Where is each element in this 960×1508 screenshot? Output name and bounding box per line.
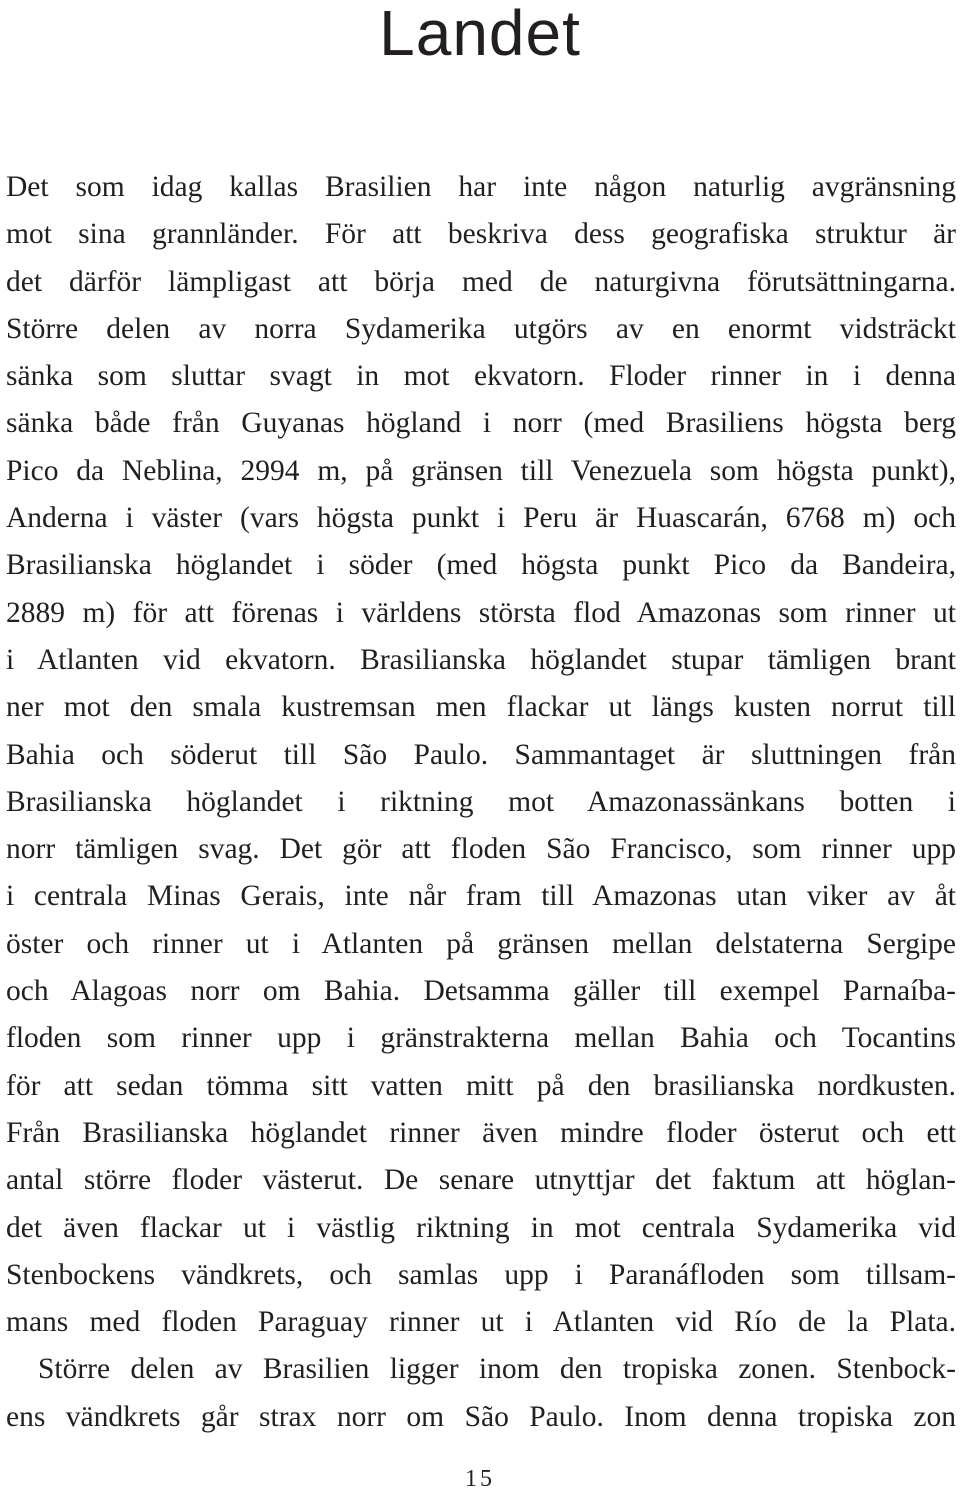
text-line: Brasilianska höglandet i riktning mot Amazonassänkans botten i — [6, 785, 956, 818]
text-line: antal större floder västerut. De senare utnyttjar det faktum att höglan- — [6, 1164, 956, 1197]
text-line: Stenbockens vändkrets, och samlas upp i Paranáfloden som tillsam- — [6, 1258, 956, 1291]
text-line: norr tämligen svag. Det gör att floden São Francisco, som rinner upp — [6, 833, 956, 866]
text-line: mans med floden Paraguay rinner ut i Atlanten vid Río de la Plata. — [6, 1306, 956, 1339]
text-line: det därför lämpligast att börja med de naturgivna förutsättningarna. — [6, 265, 956, 298]
text-line: för att sedan tömma sitt vatten mitt på den brasilianska nordkusten. — [6, 1069, 956, 1102]
text-line: sänka som sluttar svagt in mot ekvatorn. Floder rinner in i denna — [6, 360, 956, 393]
text-line: Anderna i väster (vars högsta punkt i Peru är Huascarán, 6768 m) och — [6, 502, 956, 535]
text-line: ens vändkrets går strax norr om São Paulo. Inom denna tropiska zon — [6, 1400, 956, 1433]
text-line: sänka både från Guyanas högland i norr (med Brasiliens högsta berg — [6, 407, 956, 440]
text-line: och Alagoas norr om Bahia. Detsamma gäller till exempel Parnaíba- — [6, 975, 956, 1008]
text-line: i Atlanten vid ekvatorn. Brasilianska höglandet stupar tämligen brant — [6, 643, 956, 676]
text-line: Större delen av norra Sydamerika utgörs av en enormt vidsträckt — [6, 312, 956, 345]
text-line: Brasilianska höglandet i söder (med högsta punkt Pico da Bandeira, — [6, 549, 956, 582]
text-line-paragraph-start: Större delen av Brasilien ligger inom den tropiska zonen. Stenbock- — [38, 1353, 956, 1386]
text-line: i centrala Minas Gerais, inte når fram till Amazonas utan viker av åt — [6, 880, 956, 913]
text-line: Pico da Neblina, 2994 m, på gränsen till Venezuela som högsta punkt), — [6, 454, 956, 487]
chapter-title: Landet — [379, 0, 581, 69]
text-line: ner mot den smala kustremsan men flackar ut längs kusten norrut till — [6, 691, 956, 724]
text-line: öster och rinner ut i Atlanten på gränsen mellan delstaterna Sergipe — [6, 927, 956, 960]
text-line: floden som rinner upp i gränstrakterna mellan Bahia och Tocantins — [6, 1022, 956, 1055]
text-line: mot sina grannländer. För att beskriva dess geografiska struktur är — [6, 218, 956, 251]
text-line: Det som idag kallas Brasilien har inte någon naturlig avgränsning — [6, 171, 956, 203]
text-line: 2889 m) för att förenas i världens största flod Amazonas som rinner ut — [6, 596, 956, 629]
page-number: 15 — [465, 1466, 495, 1492]
text-line: Från Brasilianska höglandet rinner även mindre floder österut och ett — [6, 1116, 956, 1149]
text-line: det även flackar ut i västlig riktning in mot centrala Sydamerika vid — [6, 1211, 956, 1244]
body-text — [6, 164, 956, 1441]
text-line: Bahia och söderut till São Paulo. Sammantaget är sluttningen från — [6, 738, 956, 771]
